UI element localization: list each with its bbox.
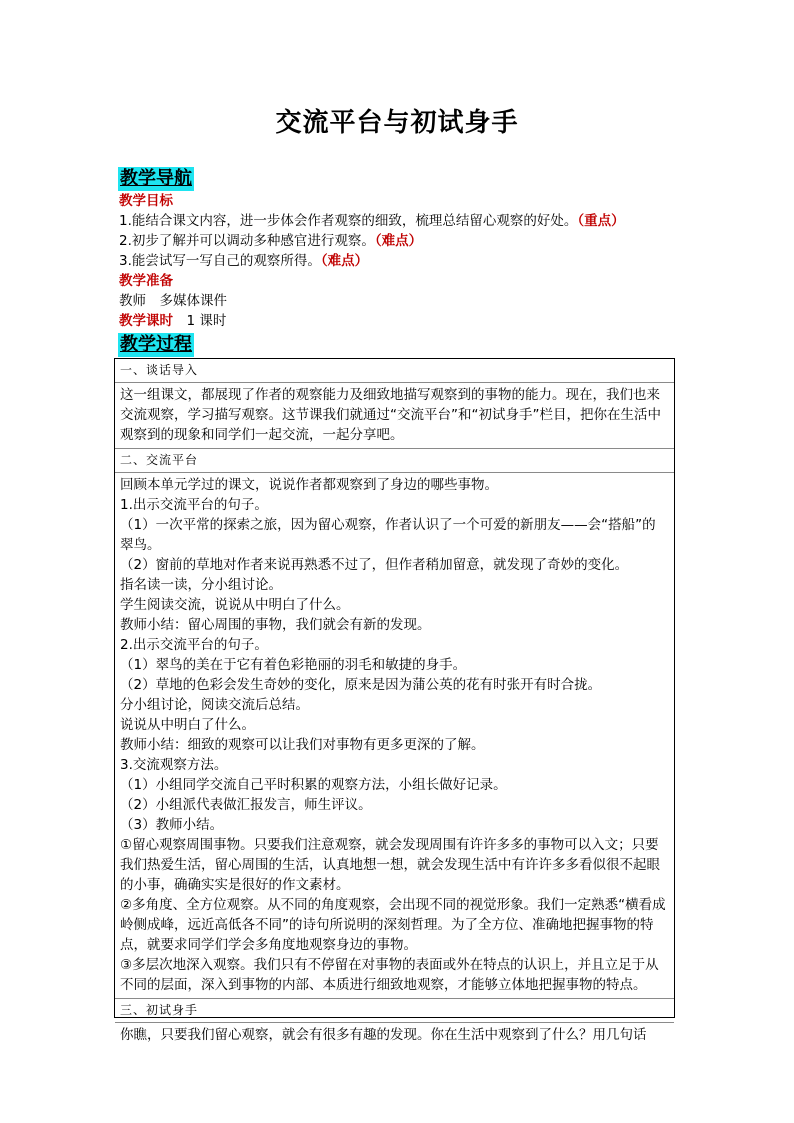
section-head: 二、交流平台	[120, 453, 199, 467]
section-head-row	[115, 449, 674, 473]
goal-text: 2.初步了解并可以调动多种感官进行观察。	[119, 233, 375, 249]
paragraph: 说说从中明白了什么。	[120, 717, 255, 733]
page-title: 交流平台与初试身手	[275, 108, 519, 138]
goals-label: 教学目标	[119, 193, 173, 209]
paragraph: ③多层次地深入观察。我们只有不停留在对事物的表面或外在特点的认识上，并且立足于从不同的层面，深入到事物的内部、本质进行细致地观察，才能够立体地把握事物的特点。	[120, 957, 659, 993]
section-body-row	[115, 383, 674, 449]
section-head: 一、谈话导入	[120, 363, 199, 377]
paragraph: 2.出示交流平台的句子。	[120, 637, 268, 653]
paragraph: 3.交流观察方法。	[120, 757, 228, 773]
paragraph: 1.出示交流平台的句子。	[120, 497, 268, 513]
paragraph: （2）窗前的草地对作者来说再熟悉不过了，但作者稍加留意，就发现了奇妙的变化。	[120, 557, 629, 573]
paragraph: （2）草地的色彩会发生奇妙的变化，原来是因为蒲公英的花有时张开有时合拢。	[120, 677, 602, 693]
paragraph: 学生阅读交流，说说从中明白了什么。	[120, 597, 350, 613]
paragraph: （2）小组派代表做汇报发言，师生评议。	[120, 797, 372, 813]
paragraph: 教师小结：留心周围的事物，我们就会有新的发现。	[120, 617, 431, 633]
paragraph: （1）小组同学交流自己平时积累的观察方法，小组长做好记录。	[120, 777, 507, 793]
paragraph: 教师小结：细致的观察可以让我们对事物有更多更深的了解。	[120, 737, 485, 753]
section-head-row	[115, 359, 674, 383]
paragraph: 你瞧，只要我们留心观察，就会有很多有趣的发现。你在生活中观察到了什么？用几句话	[120, 1027, 647, 1043]
prep-label: 教学准备	[119, 273, 173, 289]
section-heading-guide: 教学导航	[120, 168, 192, 189]
paragraph: 指名读一读，分小组讨论。	[120, 577, 282, 593]
goal-item-3	[119, 251, 368, 271]
paragraph: （1）一次平常的探索之旅，因为留心观察，作者认识了一个可爱的新朋友——会“搭船”的翠鸟。	[120, 517, 656, 553]
hours-text: 1 课时	[173, 313, 227, 329]
section-head-row	[115, 999, 674, 1023]
goal-text: 3.能尝试写一写自己的观察所得。	[119, 253, 321, 269]
paragraph: 这一组课文，都展现了作者的观察能力及细致地描写观察到的事物的能力。现在，我们也来交流观察，学习描写观察。这节课我们就通过“交流平台”和“初试身手”栏目，把你在生活中观察到的现象和同学们一起交流，一起分享吧。	[120, 387, 661, 443]
section-heading-process: 教学过程	[120, 334, 192, 355]
goal-text: 1.能结合课文内容，进一步体会作者观察的细致，梳理总结留心观察的好处。	[119, 213, 578, 229]
goal-tag: （难点）	[320, 253, 369, 269]
paragraph: （3）教师小结。	[120, 817, 224, 833]
goal-item-2	[119, 231, 422, 251]
section-head: 三、初试身手	[120, 1003, 199, 1017]
paragraph: ②多角度、全方位观察。从不同的角度观察，会出现不同的视觉形象。我们一定熟悉“横看成岭侧成峰，远近高低各不同”的诗句所说明的深刻哲理。为了全方位、准确地把握事物的特点，就要求同学们学会多角度地观察身边的事物。	[120, 897, 666, 953]
section-body-row	[115, 1023, 674, 1048]
prep-text: 教师 多媒体课件	[119, 293, 227, 309]
hours-line	[119, 311, 226, 331]
hours-label: 教学课时	[119, 313, 173, 329]
goal-tag: （难点）	[374, 233, 423, 249]
paragraph: ①留心观察周围事物。只要我们注意观察，就会发现周围有许许多多的事物可以入文；只要我们热爱生活，留心周围的生活，认真地想一想，就会发现生活中有许许多多看似很不起眼的小事，确确实实是很好的作文素材。	[120, 837, 660, 893]
paragraph: 分小组讨论，阅读交流后总结。	[120, 697, 309, 713]
section-body-row	[115, 473, 674, 999]
process-table	[114, 358, 675, 1043]
paragraph: （1）翠鸟的美在于它有着色彩艳丽的羽毛和敏捷的身手。	[120, 657, 467, 673]
goal-tag: （重点）	[577, 213, 625, 229]
goal-item-1	[119, 211, 625, 231]
paragraph: 回顾本单元学过的课文，说说作者都观察到了身边的哪些事物。	[120, 477, 498, 493]
